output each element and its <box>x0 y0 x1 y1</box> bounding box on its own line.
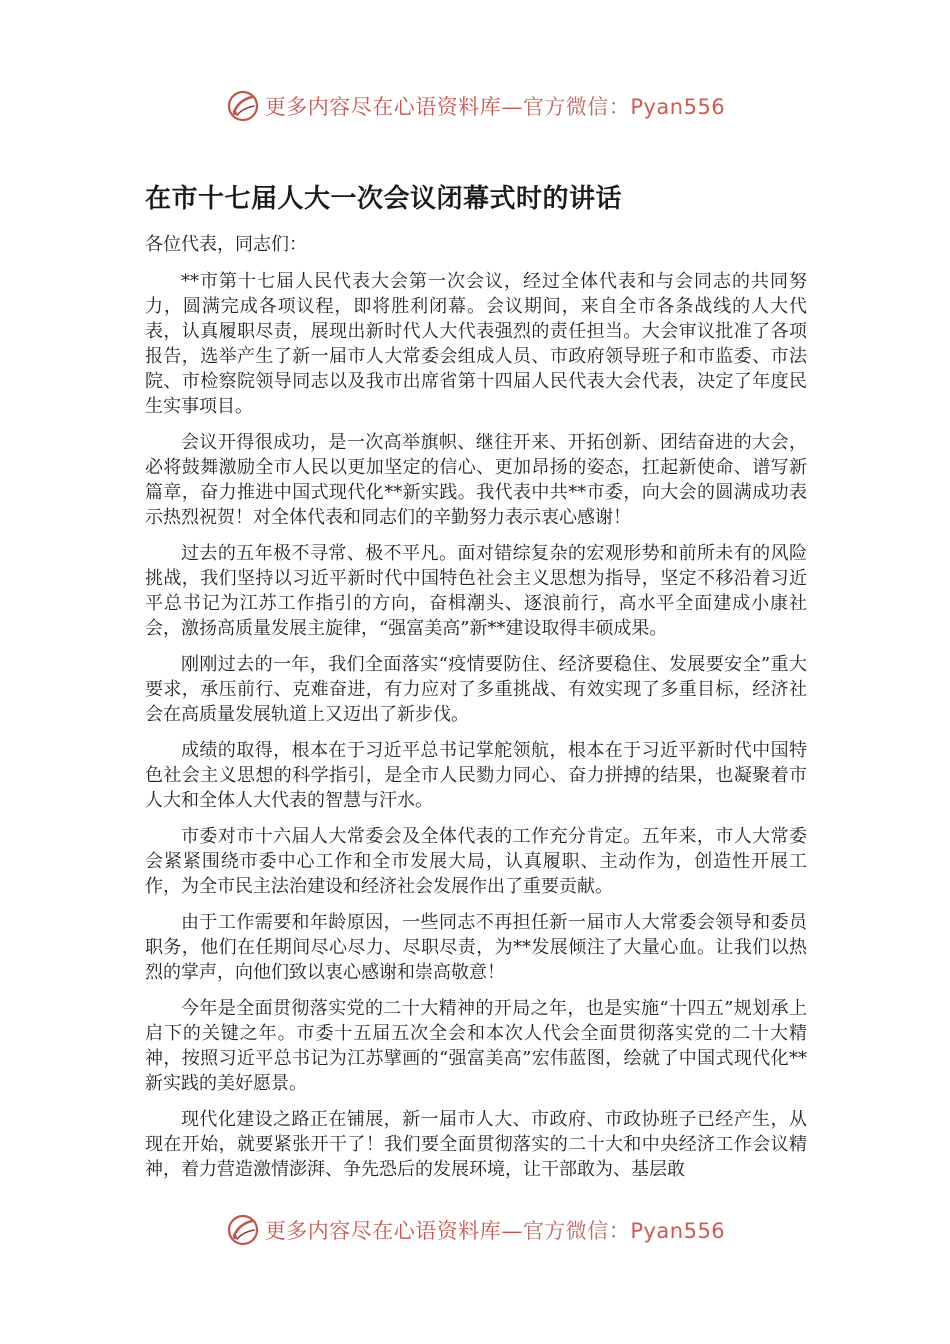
banner-text <box>265 1215 725 1245</box>
paragraph: 现代化建设之路正在铺展，新一届市人大、市政府、市政协班子已经产生，从现在开始，就要紧张开干了！我们要全面贯彻落实的二十大和中央经济工作会议精神，着力营造激情澎湃、争先恐后的发展环境，让干部敢为、基层敢 <box>145 1109 807 1180</box>
document-title: 在市十七届人大一次会议闭幕式时的讲话 <box>145 184 623 214</box>
paragraph: 市委对市十六届人大常委会及全体代表的工作充分肯定。五年来，市人大常委会紧紧围绕市委中心工作和全市发展大局，认真履职、主动作为，创造性开展工作，为全市民主法治建设和经济社会发展作出了重要贡献。 <box>145 826 807 897</box>
paragraph: 由于工作需要和年龄原因，一些同志不再担任新一届市人大常委会领导和委员职务，他们在任期间尽心尽力、尽职尽责，为**发展倾注了大量心血。让我们以热烈的掌声，向他们致以衷心感谢和崇高敬意！ <box>145 912 807 983</box>
paragraph: 成绩的取得，根本在于习近平总书记掌舵领航，根本在于习近平新时代中国特色社会主义思想的科学指引，是全市人民勠力同心、奋力拼搏的结果，也凝聚着市人大和全体人大代表的智慧与汗水。 <box>145 740 807 811</box>
brush-logo-icon <box>225 1212 261 1248</box>
banner-wechat-id: Pyan556 <box>630 1219 726 1243</box>
banner-text <box>265 91 725 121</box>
brush-logo-icon <box>225 88 261 124</box>
paragraph: 今年是全面贯彻落实党的二十大精神的开局之年，也是实施“十四五”规划承上启下的关键之年。市委十五届五次全会和本次人代会全面贯彻落实党的二十大精神，按照习近平总书记为江苏擘画的“强富美高”宏伟蓝图，绘就了中国式现代化**新实践的美好愿景。 <box>145 998 807 1094</box>
paragraph: 过去的五年极不寻常、极不平凡。面对错综复杂的宏观形势和前所未有的风险挑战，我们坚持以习近平新时代中国特色社会主义思想为指导，坚定不移沿着习近平总书记为江苏工作指引的方向，奋楫潮头、逐浪前行，高水平全面建成小康社会，激扬高质量发展主旋律，“强富美高”新**建设取得丰硕成果。 <box>145 543 807 639</box>
header-banner <box>0 86 950 126</box>
paragraph: **市第十七届人民代表大会第一次会议，经过全体代表和与会同志的共同努力，圆满完成各项议程，即将胜利闭幕。会议期间，来自全市各条战线的人大代表，认真履职尽责，展现出新时代人大代表强烈的责任担当。大会审议批准了各项报告，选举产生了新一届市人大常委会组成人员、市政府领导班子和市监委、市法院、市检察院领导同志以及我市出席省第十四届人民代表大会代表，决定了年度民生实事项目。 <box>145 271 807 417</box>
banner-site-name: 更多内容尽在心语资料库 <box>264 95 502 119</box>
banner-wechat-id: Pyan556 <box>630 95 726 119</box>
banner-dash: — <box>501 1219 523 1243</box>
salutation: 各位代表，同志们： <box>145 234 307 255</box>
document-body <box>145 232 807 1188</box>
banner-site-name: 更多内容尽在心语资料库 <box>264 1219 502 1243</box>
footer-banner <box>0 1210 950 1250</box>
banner-wechat-label: 官方微信： <box>522 95 631 119</box>
paragraph: 会议开得很成功，是一次高举旗帜、继往开来、开拓创新、团结奋进的大会，必将鼓舞激励全市人民以更加坚定的信心、更加昂扬的姿态，扛起新使命、谱写新篇章，奋力推进中国式现代化**新实践。我代表中共**市委，向大会的圆满成功表示热烈祝贺！对全体代表和同志们的辛勤努力表示衷心感谢！ <box>145 432 807 528</box>
paragraph: 刚刚过去的一年，我们全面落实“疫情要防住、经济要稳住、发展要安全”重大要求，承压前行、克难奋进，有力应对了多重挑战、有效实现了多重目标，经济社会在高质量发展轨道上又迈出了新步伐。 <box>145 654 807 725</box>
banner-dash: — <box>501 95 523 119</box>
banner-wechat-label: 官方微信： <box>522 1219 631 1243</box>
